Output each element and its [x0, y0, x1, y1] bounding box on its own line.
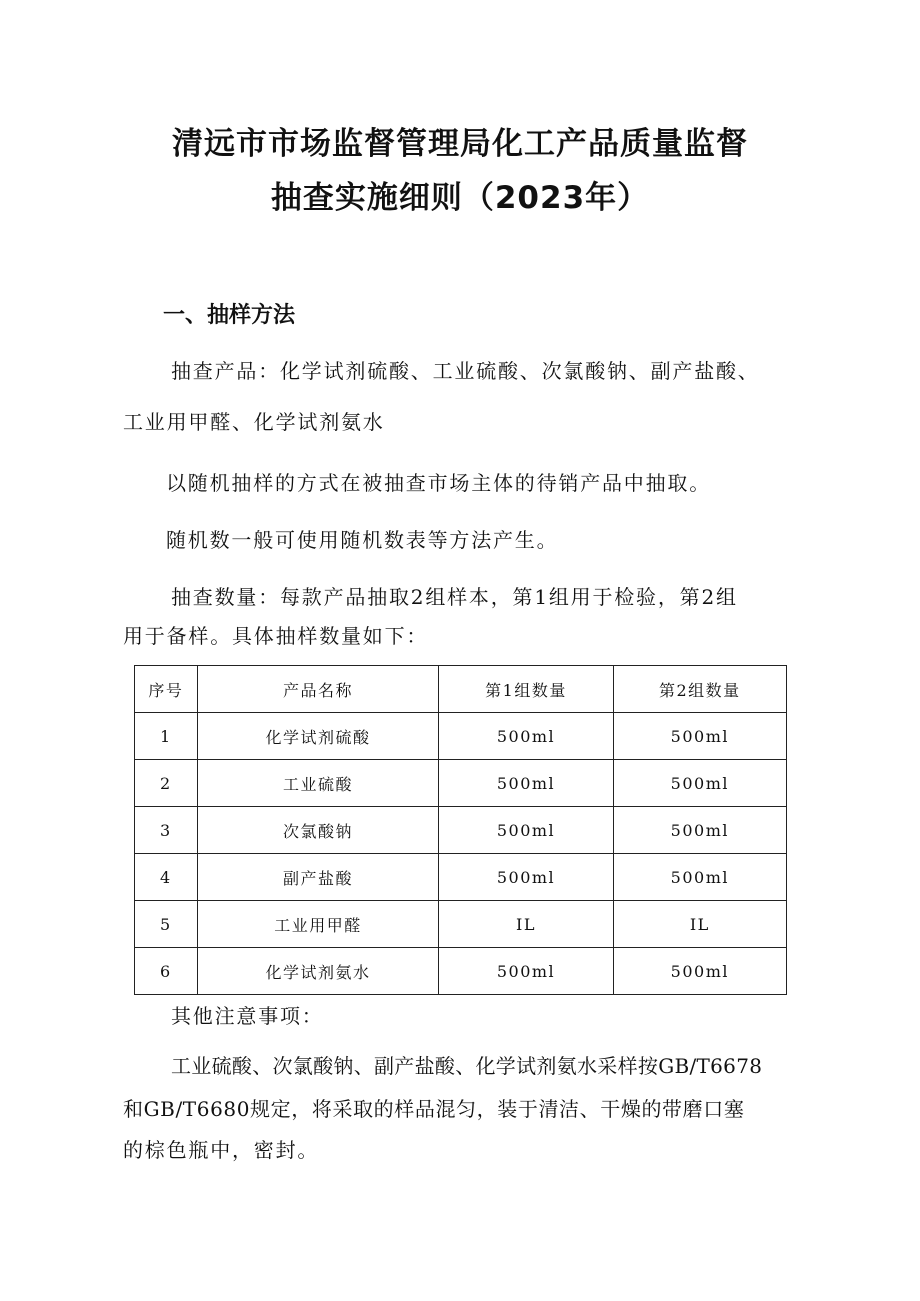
notes-line-3: 的棕色瓶中，密封。 — [123, 1138, 320, 1162]
table-row — [135, 901, 787, 948]
header-index: 序号 — [135, 666, 198, 713]
cell-index: 3 — [135, 807, 198, 854]
cell-group1-quantity: 500ml — [439, 854, 613, 901]
notes-heading: 其他注意事项： — [171, 1004, 324, 1028]
cell-group1-quantity: 500ml — [439, 948, 613, 995]
cell-group2-quantity: IL — [613, 901, 786, 948]
cell-product-name: 工业硫酸 — [197, 760, 439, 807]
cell-group2-quantity: 500ml — [613, 948, 786, 995]
cell-product-name: 次氯酸钠 — [197, 807, 439, 854]
table-row — [135, 948, 787, 995]
table-row — [135, 807, 787, 854]
cell-product-name: 化学试剂氨水 — [197, 948, 439, 995]
cell-group2-quantity: 500ml — [613, 807, 786, 854]
table-row — [135, 760, 787, 807]
cell-group2-quantity: 500ml — [613, 760, 786, 807]
cell-index: 6 — [135, 948, 198, 995]
cell-product-name: 工业用甲醛 — [197, 901, 439, 948]
document-title-line-1: 清远市市场监督管理局化工产品质量监督 — [172, 126, 748, 162]
table-header-row — [135, 666, 787, 713]
table-row — [135, 854, 787, 901]
cell-group1-quantity: 500ml — [439, 807, 613, 854]
cell-group1-quantity: 500ml — [439, 713, 613, 760]
header-group1-quantity: 第1组数量 — [439, 666, 613, 713]
cell-group1-quantity: 500ml — [439, 760, 613, 807]
cell-product-name: 化学试剂硫酸 — [197, 713, 439, 760]
cell-group2-quantity: 500ml — [613, 713, 786, 760]
cell-index: 2 — [135, 760, 198, 807]
document-title-line-2: 抽查实施细则（2023年） — [270, 180, 650, 216]
cell-group1-quantity: IL — [439, 901, 613, 948]
section-heading-sampling-method: 一、抽样方法 — [163, 303, 296, 328]
sample-quantity-table — [134, 665, 787, 995]
cell-index: 1 — [135, 713, 198, 760]
header-product-name: 产品名称 — [197, 666, 439, 713]
header-group2-quantity: 第2组数量 — [613, 666, 786, 713]
notes-line-1: 工业硫酸、次氯酸钠、副产盐酸、化学试剂氨水采样按GB/T6678 — [171, 1054, 763, 1078]
cell-index: 4 — [135, 854, 198, 901]
table-row — [135, 713, 787, 760]
quantity-line-1: 抽查数量：每款产品抽取2组样本，第1组用于检验，第2组 — [171, 585, 738, 609]
products-line-2: 工业用甲醛、化学试剂氨水 — [123, 410, 385, 434]
cell-index: 5 — [135, 901, 198, 948]
method-text: 以随机抽样的方式在被抽查市场主体的待销产品中抽取。 — [166, 471, 711, 495]
cell-group2-quantity: 500ml — [613, 854, 786, 901]
notes-line-2: 和GB/T6680规定，将采取的样品混匀，装于清洁、干燥的带磨口塞 — [123, 1097, 745, 1121]
cell-product-name: 副产盐酸 — [197, 854, 439, 901]
products-line-1: 抽查产品：化学试剂硫酸、工业硫酸、次氯酸钠、副产盐酸、 — [171, 359, 760, 383]
random-number-text: 随机数一般可使用随机数表等方法产生。 — [166, 528, 559, 552]
quantity-line-2: 用于备样。具体抽样数量如下： — [123, 624, 429, 648]
